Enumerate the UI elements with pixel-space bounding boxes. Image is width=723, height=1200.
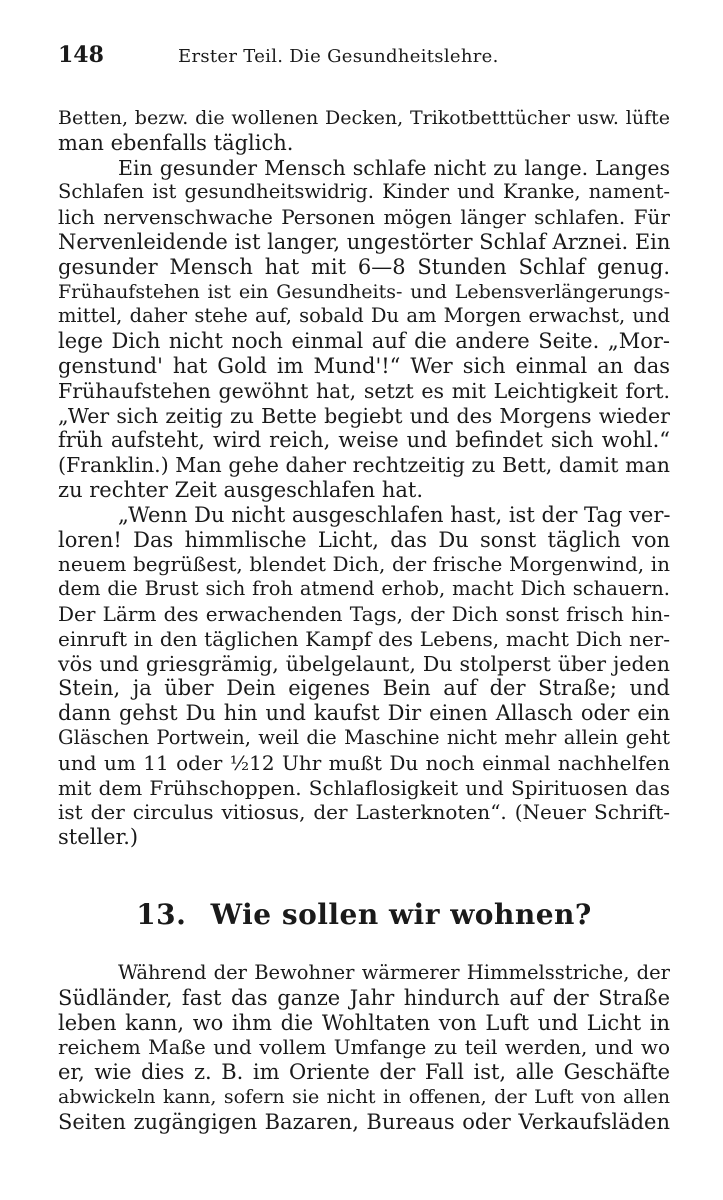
text-line: und um 11 oder ½12 Uhr mußt Du noch einmal nachhelfen: [58, 750, 670, 775]
text-line: „Wenn Du nicht ausgeschlafen hast, ist der Tag ver-: [118, 502, 671, 527]
text-line: leben kann, wo ihm die Wohltaten von Luft und Licht in: [58, 1010, 670, 1035]
text-line: loren! Das himmlische Licht, das Du sonst täglich von: [58, 527, 670, 552]
text-line: zu rechter Zeit ausgeschlafen hat.: [58, 477, 423, 502]
text-line: einruft in den täglichen Kampf des Lebens, macht Dich ner-: [58, 626, 670, 651]
text-line: Während der Bewohner wärmerer Himmelsstriche, der: [118, 960, 670, 984]
text-line: neuem begrüßest, blendet Dich, der frische Morgenwind, in: [58, 552, 670, 577]
text-line: Frühaufstehen ist ein Gesundheits- und Lebensverlängerungs-: [58, 280, 670, 303]
page-header: [58, 42, 670, 82]
text-line: Frühaufstehen gewöhnt hat, setzt es mit Leichtigkeit fort.: [58, 378, 670, 403]
paragraph-sleep: [58, 156, 670, 503]
text-line: Nervenleidende ist langer, ungestörter Schlaf Arznei. Ein: [58, 229, 671, 254]
section-title: Wie sollen wir wohnen?: [210, 897, 592, 931]
text-line: „Wer sich zeitig zu Bette begiebt und des Morgens wieder: [58, 403, 670, 428]
text-line: vös und griesgrämig, übelgelaunt, Du stolperst über jeden: [58, 651, 670, 676]
book-page: [58, 42, 670, 1134]
text-line: Stein, ja über Dein eigenes Bein auf der Straße; und: [58, 676, 670, 701]
text-line: Gläschen Portwein, weil die Maschine nicht mehr allein geht: [58, 725, 670, 749]
text-line: lich nervenschwache Personen mögen länger schlafen. Für: [58, 205, 670, 230]
text-line: reichem Maße und vollem Umfange zu teil werden, und wo: [58, 1035, 670, 1060]
text-line: Der Lärm des erwachenden Tags, der Dich sonst frisch hin-: [58, 601, 670, 626]
running-head: Erster Teil. Die Gesundheitslehre.: [178, 46, 499, 67]
text-line: Ein gesunder Mensch schlafe nicht zu lange. Langes: [118, 155, 670, 180]
text-line: dann gehst Du hin und kaufst Dir einen Allasch oder ein: [58, 701, 670, 726]
text-line: lege Dich nicht noch einmal auf die andere Seite. „Mor-: [58, 329, 670, 354]
page-number: 148: [58, 42, 104, 68]
text-line: genstund' hat Gold im Mund'!“ Wer sich einmal an das: [58, 353, 670, 378]
text-line: Betten, bezw. die wollenen Decken, Trikotbetttücher usw. lüfte: [58, 107, 670, 129]
text-line: mit dem Frühschoppen. Schlaflosigkeit und Spirituosen das: [58, 775, 670, 800]
text-line: steller.): [58, 825, 139, 850]
paragraph-quote: [58, 503, 670, 850]
text-line: Seiten zugängigen Bazaren, Bureaus oder Verkaufsläden: [58, 1109, 670, 1134]
paragraph-housing: [58, 961, 670, 1135]
text-line: mittel, daher stehe auf, sobald Du am Morgen erwachst, und: [58, 304, 670, 328]
text-line: man ebenfalls täglich.: [58, 130, 294, 155]
section-number: 13.: [136, 897, 187, 931]
text-line: ist der circulus vitiosus, der Lasterknoten“. (Neuer Schrift-: [58, 800, 670, 825]
text-line: gesunder Mensch hat mit 6—8 Stunden Schlaf genug.: [58, 254, 670, 279]
text-line: Südländer, fast das ganze Jahr hindurch auf der Straße: [58, 985, 670, 1010]
text-line: er, wie dies z. B. im Oriente der Fall ist, alle Geschäfte: [58, 1060, 670, 1085]
paragraph-bedding: [58, 106, 670, 156]
section-heading: [58, 898, 670, 931]
text-line: Schlafen ist gesundheitswidrig. Kinder und Kranke, nament-: [58, 180, 670, 204]
text-line: abwickeln kann, sofern sie nicht in offenen, der Luft von allen: [58, 1085, 670, 1108]
text-line: (Franklin.) Man gehe daher rechtzeitig zu Bett, damit man: [58, 453, 670, 478]
text-line: früh aufsteht, wird reich, weise und befindet sich wohl.“: [58, 428, 670, 453]
text-line: dem die Brust sich froh atmend erhob, macht Dich schauern.: [58, 577, 670, 601]
